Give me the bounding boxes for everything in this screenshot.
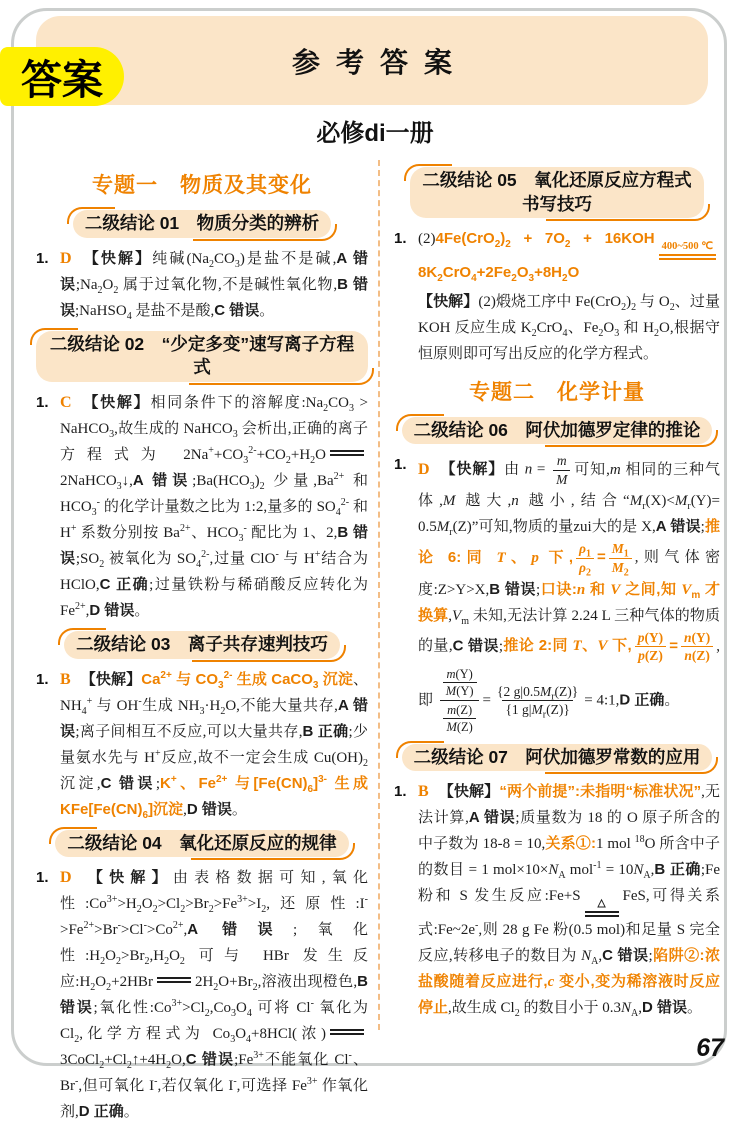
item-text xyxy=(418,289,720,367)
text-run: A 错误 xyxy=(468,809,516,827)
answer-letter: D xyxy=(60,869,72,887)
answer-letter: C xyxy=(60,393,72,411)
text-run: 【快解】 xyxy=(81,869,173,887)
answer-item xyxy=(394,226,720,286)
text-run: ; xyxy=(700,519,705,536)
column-2 xyxy=(378,160,720,1030)
topic-title: 专题二 化学计量 xyxy=(469,380,645,404)
text-run: 【快解】 xyxy=(418,292,479,310)
fraction: $\frac{p(Y)}{p(Z)}$ xyxy=(635,629,667,665)
text-run: 2NaHCO$_3$↓, xyxy=(60,472,133,492)
text-run: 。 xyxy=(686,999,702,1016)
text-run: $3CoCl_2+Cl_2↑+4H_2O$, xyxy=(60,1052,186,1072)
text-run: ; xyxy=(536,581,541,598)
answer-letter: D xyxy=(60,249,72,267)
text-run: ; xyxy=(155,775,160,792)
text-run: C 错误 xyxy=(602,946,649,964)
text-run: 由表格数据可知,氧化性$:Co^{3+}>H_2O_2>Cl_2>Br_2>Fe^{3+}>I_2$,还原性$:I^->Fe^{2+}>Br^->Cl^->Co^{2+}$, xyxy=(60,870,368,939)
text-run: 。 xyxy=(231,801,247,818)
text-run: 、$NH_4^+$ 与 OH-生成 $NH_3\cdot H_2O$,不能大量共存, xyxy=(60,671,368,717)
fraction xyxy=(440,665,480,737)
section-header: 二级结论 07 阿伏加德罗常数的应用 xyxy=(402,744,713,772)
fraction: $\frac{m(Z)}{M(Z)}$ xyxy=(443,702,475,736)
item-text xyxy=(60,667,368,823)
text-run: “两个前提”:未指明“标准状况” xyxy=(499,783,702,801)
item-text xyxy=(60,390,368,624)
text-run: C 错误 xyxy=(100,774,156,792)
text-run: (2) xyxy=(418,231,436,248)
section-header: 二级结论 03 离子共存速判技巧 xyxy=(64,631,340,659)
text-run: C 错误 xyxy=(452,637,499,655)
text-run: ;氧化性$:Co^{3+}>Cl_2,Co_3O_4$ 可将 Cl- 氧化为 $Cl_2$,化学方程式为 $Co_3O_4+8HCl$(浓) xyxy=(60,998,368,1046)
answer-item xyxy=(394,289,720,367)
text-run: C 正确 xyxy=(99,575,150,593)
text-run: A 错误 xyxy=(655,518,701,536)
section-header: 二级结论 02 “少定多变”速写离子方程式 xyxy=(36,331,368,382)
section-header: 二级结论 01 物质分类的辨析 xyxy=(73,210,331,238)
item-number: 1. xyxy=(36,670,49,688)
text-run: 关系①: xyxy=(545,835,596,853)
text-run: B 正确 xyxy=(302,722,349,740)
text-run: , xyxy=(183,801,187,818)
fraction: $\frac{M_1}{M_2}$ xyxy=(609,540,632,576)
text-run: = xyxy=(482,692,492,709)
text-run: B 正确 xyxy=(654,861,701,879)
answer-tab xyxy=(0,47,124,106)
text-run: A 错误 xyxy=(60,249,368,293)
item-number xyxy=(394,289,418,367)
text-run: = xyxy=(669,637,678,655)
topic-title: 专题一 物质及其变化 xyxy=(92,174,312,197)
answer-item xyxy=(394,779,720,1021)
text-run: D 正确 xyxy=(619,691,665,709)
text-run: = xyxy=(596,548,606,566)
text-run: D 错误 xyxy=(641,998,687,1016)
fraction: $\frac{\rho_1}{\rho_2}$ xyxy=(576,540,594,576)
text-run: ;NaHSO$_4$ 是盐不是酸, xyxy=(75,302,215,322)
text-run: B 错误 xyxy=(60,275,368,319)
text-run: ,即 xyxy=(418,638,720,709)
text-run: K+、$Fe^{2+}$ 与$[Fe(CN)_6]^{3-}$ 生成 $KFe[Fe(CN)_6]$沉淀 xyxy=(60,773,368,821)
text-run: 【快解】 xyxy=(81,393,151,411)
text-run: $Ca^{2+}$ 与 $CO_3^{2-}$ 生成 CaCO$_3$ 沉淀 xyxy=(141,669,353,691)
text-run: (2)煅烧工序中 $Fe(CrO_2)_2$ 与 $O_2$、过量 KOH 反应生成 $K_2CrO_4$、$Fe_2O_3$ 和 $H_2O$,根据守恒原则即可写出反应的化学方程式。 xyxy=(418,293,720,362)
answer-item xyxy=(36,667,368,823)
section-header-line: 二级结论 05 氧化还原反应方程式 xyxy=(422,170,692,190)
item-number: 1. xyxy=(36,249,49,267)
text-run: $;SO_2$ 被氧化为 $SO_4^{2-}$,过量 ClO- 与 H+结合为 HClO, xyxy=(60,548,368,593)
item-text xyxy=(60,246,368,324)
text-run: A 错误 xyxy=(60,696,368,740)
text-run: ; xyxy=(648,947,653,964)
text-run: B 错误 xyxy=(60,973,368,1017)
section-header: 二级结论 04 氧化还原反应的规律 xyxy=(55,830,348,858)
text-run: C 错误 xyxy=(214,301,260,319)
page-title: 参考答案 xyxy=(291,46,468,78)
text-run: $;Na_2O_2$ 属于过氧化物,不是碱性氧化物, xyxy=(75,276,338,296)
page-number: 67 xyxy=(696,1034,724,1062)
answer-letter: B xyxy=(60,670,71,688)
text-run: ;质量数为 18 的 O 原子所含的中子数为 18-8 = 10, xyxy=(418,810,720,853)
item-number: 1. xyxy=(394,230,407,248)
text-run: B 错误 xyxy=(60,523,368,567)
text-run: $;Fe^{3+}$不能氧化 Cl-、Br-,但可氧化 I-,若仅氧化 I-,可选择 $Fe^{3+}$ 作氧化剂, xyxy=(60,1050,368,1121)
text-run: 【快解】 xyxy=(80,670,142,688)
section-header: 二级结论 06 阿伏加德罗定律的推论 xyxy=(402,417,713,445)
fraction: $\frac{m(Y)}{M(Y)}$ xyxy=(443,666,477,700)
text-run: 。 xyxy=(123,1104,139,1121)
text-run: ; xyxy=(498,638,503,655)
text-run: 相同条件下的溶解度$:Na_2CO_3$ > NaHCO$_3$,故生成的 NaHCO$_3$ 会析出,正确的离子方程式为 $2Na^++CO_3^{2-}+CO_2+H_2O$ xyxy=(60,394,368,466)
text-run: D 正确 xyxy=(78,1103,124,1121)
text-run: 1 mol $^{18}$O 所含中子的数目 = 1 $mol\times 10\times N_A$ $mol^{-1} = 10N_A$, xyxy=(418,834,720,882)
section-header xyxy=(410,167,703,218)
item-number: 1. xyxy=(394,783,407,801)
text-run: D 错误 xyxy=(186,800,232,818)
item-text xyxy=(418,779,720,1021)
text-run: 【快解】 xyxy=(81,249,153,267)
text-run: 推论 6:同 T、p 下, xyxy=(418,518,720,566)
item-number: 1. xyxy=(36,869,49,887)
text-run: ;氧化性$:H_2O_2>Br_2,H_2O_2$ 可与 HBr 发生反应$:H_2O_2+2HBr$ xyxy=(60,922,368,994)
text-run: 陷阱②:浓盐酸随着反应进行,c 变小,变为稀溶液时反应停止 xyxy=(418,946,721,1016)
fraction: $\frac{n(Y)}{n(Z)}$ xyxy=(681,629,713,665)
text-run: 口诀:n 和 V 之间,知 $V_m$ 才换算 xyxy=(418,580,720,624)
text-run: $8K_2CrO_4+2Fe_2O_3+8H_2O$ xyxy=(418,263,580,284)
answer-letter: B xyxy=(418,783,429,801)
text-run: A 错误 xyxy=(187,921,293,939)
text-run: ;过量铁粉与稀硝酸反应转化为 $Fe^{2+}$, xyxy=(60,576,368,619)
answer-item xyxy=(394,452,720,736)
text-run: $2H_2O+Br_2$,溶液出现橙色, xyxy=(194,974,358,994)
text-run: $;Ba(HCO_3)_2$ 少量$,Ba^{2+}$ 和 $HCO_3^-$ 的化学计量数之比为 1:2,量多的 $SO_4^{2-}$ 和 H+ 系数分别按 $Ba^{2+}$、$HCO_3^-$ 配比为 1、2, xyxy=(60,470,368,544)
reaction-equals-icon xyxy=(157,977,191,983)
text-run: 。 xyxy=(664,692,680,709)
answer-item xyxy=(36,246,368,324)
text-run: 。 xyxy=(134,602,150,619)
text-run: FeS,可得关系式:Fe~2e-,则 28 g Fe 粉(0.5 mol)和足量 S 完全反应,转移电子的数目为 $N_A$, xyxy=(418,888,721,967)
text-run: ;Fe 粉和 S 发生反应:Fe+S xyxy=(418,862,720,905)
text-run: $,V_m$ 未知,无法计算 2.24 L 三种气体的物质的量, xyxy=(418,607,720,655)
text-run: A 错误 xyxy=(132,471,193,489)
main-title-box xyxy=(36,16,708,105)
text-run: ;离子间相互不反应,可以大量共存, xyxy=(75,723,303,740)
answer-item xyxy=(36,865,368,1125)
item-number: 1. xyxy=(36,393,49,411)
text-run: C 错误 xyxy=(185,1051,235,1069)
text-run: 。 xyxy=(259,302,275,319)
item-number: 1. xyxy=(394,456,407,474)
reaction-equals-icon xyxy=(330,450,364,456)
item-text xyxy=(60,865,368,1125)
answer-item xyxy=(36,390,368,624)
text-run: ,则气体密度:Z>Y>X, xyxy=(418,549,720,598)
book-title: 必修di一册 xyxy=(316,120,434,147)
reaction-equals-icon xyxy=(330,1029,364,1035)
text-run: 【快解】 xyxy=(438,783,500,801)
section-header-line: 书写技巧 xyxy=(521,193,592,214)
text-run: $4Fe(CrO_2)_2 + 7O_2 + 16KOH$ xyxy=(435,230,655,251)
reaction-equals-icon: 400~500 ℃ xyxy=(659,242,716,260)
text-run: 可知,m 相同的三种气体,M 越大,n 越小,结合“$M_r(X)<M_r(Y)= 0.5M_r(Z)$”可知,物质的量zui大的是 X, xyxy=(418,461,720,539)
text-run: ,无法计算, xyxy=(418,784,720,827)
text-run: 纯碱$(Na_2CO_3)$是盐不是碱, xyxy=(152,250,337,270)
item-text xyxy=(418,452,720,736)
text-run: ,故生成 $Cl_2$ 的数目小于 $0.3N_A$, xyxy=(448,999,642,1019)
text-run: B 错误 xyxy=(489,580,536,598)
item-text xyxy=(418,226,720,286)
text-run: 由 n = xyxy=(504,461,551,478)
fraction: $\frac{\{2 g|0.5M_r(Z)\}}{\{1 g|M_r(Z)\}}$ xyxy=(497,683,579,721)
text-run: 推论 2:同 T、V 下, xyxy=(502,637,632,655)
text-run: = 4:1, xyxy=(584,692,620,709)
text-run: 【快解】 xyxy=(439,460,505,478)
answer-letter: D xyxy=(418,460,430,478)
answer-tab-label: 答案 xyxy=(21,57,103,103)
reaction-equals-icon: △ xyxy=(585,899,619,917)
text-run: ;少量氨水先与 H+反应,故不一定会生成 $Cu(OH)_2$ 沉淀, xyxy=(60,723,368,792)
fraction: $\frac{m}{M}$ xyxy=(553,452,570,488)
text-run: D 错误 xyxy=(89,601,135,619)
column-1 xyxy=(36,160,378,1121)
